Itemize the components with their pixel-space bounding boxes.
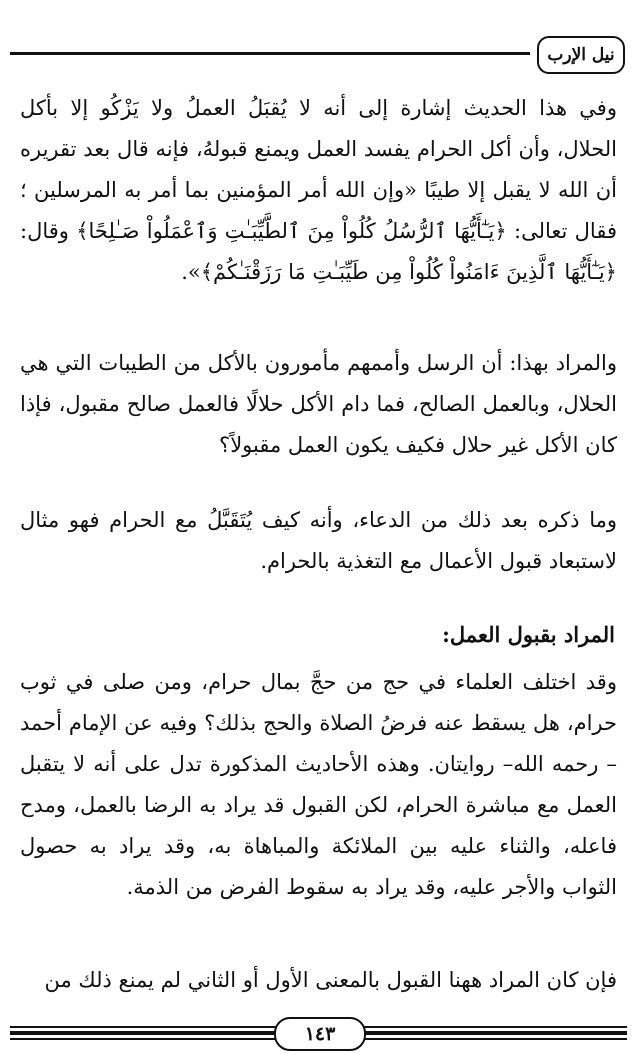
header-rule — [10, 52, 530, 55]
paragraph-4: وقد اختلف العلماء في حج من حجَّ بمال حرام، ومن صلى في ثوب حرام، هل يسقط عنه فرضُ الصلاة والحج بذلك؟ وفيه عن الإمام أحمد – رحمه الله– روايتان. وهذه الأحاديث المذكورة تدل على أنه لا يتقبل العمل مع مباشرة الحرام، لكن القبول قد يراد به الرضا بالعمل، ومدح فاعله، والثناء عليه بين الملائكة والمباهاة به، وقد يراد به حصول الثواب والأجر عليه، وقد يراد به سقوط الفرض من الذمة. — [20, 670, 617, 899]
paragraph-3: وما ذكره بعد ذلك من الدعاء، وأنه كيف يُتَقَبَّلُ مع الحرام فهو مثال لاستبعاد قبول الأعمال مع التغذية بالحرام. — [20, 508, 617, 573]
page-number-badge — [274, 1017, 366, 1051]
section-heading: المراد بقبول العمل: — [442, 622, 615, 647]
book-title-badge — [537, 36, 625, 74]
book-title: نيل الإرب — [547, 45, 615, 65]
paragraph-5: فإن كان المراد ههنا القبول بالمعنى الأول أو الثاني لم يمنع ذلك من — [44, 968, 617, 992]
paragraph-1: وفي هذا الحديث إشارة إلى أنه لا يُقبَلُ العملُ ولا يَزْكُو إلا بأكل الحلال، وأن أكل الحرام يفسد العمل ويمنع قبولهُ، فإنه قال بعد تقريره أن الله لا يقبل إلا طيبًا «وإن الله أمر المؤمنين بما أمر به المرسلين ؛ فقال تعالى: ﴿يَـٰٓأَيُّهَا ٱلرُّسُلُ كُلُواْ مِنَ ٱلطَّيِّبَـٰتِ وَٱعْمَلُواْ صَـٰلِحًا﴾ وقال: ﴿يَـٰٓأَيُّهَا ٱلَّذِينَ ءَامَنُواْ كُلُواْ مِن طَيِّبَـٰتِ مَا رَزَقْنَـٰكُمْ﴾». — [20, 96, 617, 284]
page-number: ١٤٣ — [304, 1023, 336, 1045]
paragraph-2: والمراد بهذا: أن الرسل وأممهم مأمورون بالأكل من الطيبات التي هي الحلال، وبالعمل الصالح، فما دام الأكل حلالًا فالعمل صالح مقبول، فإذا كان الأكل غير حلال فكيف يكون العمل مقبولاً؟ — [20, 351, 617, 457]
